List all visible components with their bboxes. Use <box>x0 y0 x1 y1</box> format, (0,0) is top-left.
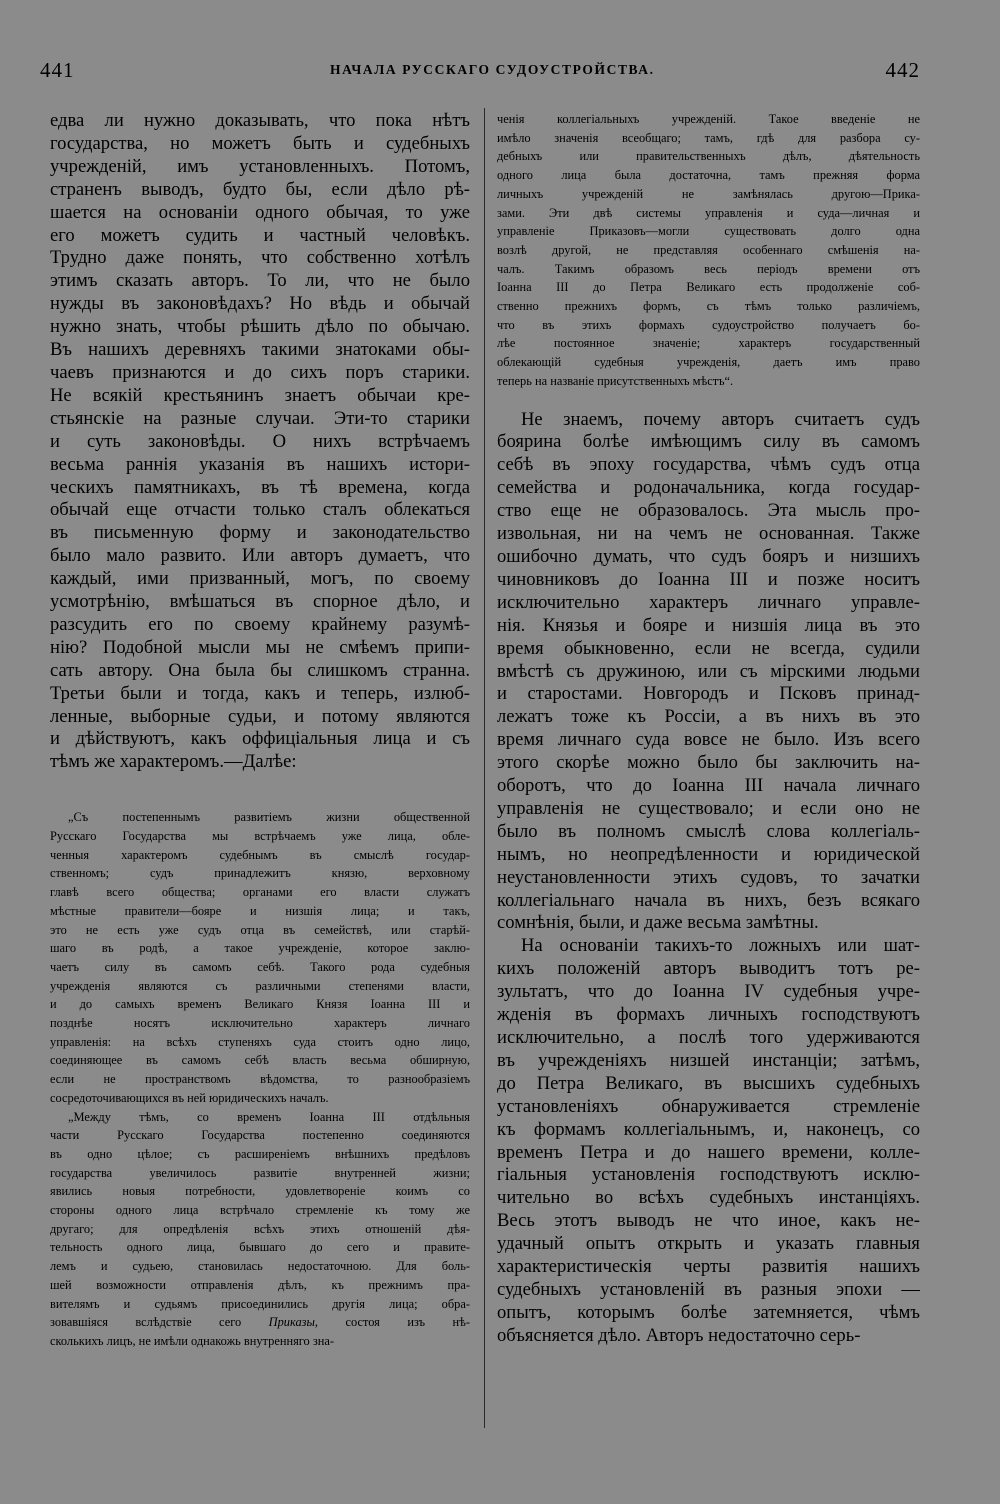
text-line: жденія въ формахъ личныхъ господствуютъ <box>497 1004 920 1026</box>
text-line: части Русскаго Государства постепенно соединяются <box>50 1128 470 1143</box>
left-quote-paragraph-1 <box>50 808 470 1107</box>
text-line: его можетъ судить и частный человѣкъ. <box>50 224 470 246</box>
right-main-paragraph-1 <box>497 409 920 936</box>
right-main-paragraph-2 <box>497 935 920 1347</box>
text-line: установленіяхъ обнаруживается стремленіе <box>497 1095 920 1117</box>
text-line: лѣе постоянное значеніе; характеръ государственный <box>497 336 920 351</box>
text-line: сосредоточивающихся въ ней юридическихъ началъ. <box>50 1090 329 1105</box>
text-line: время обыкновенно, если не всегда, судили <box>497 637 920 659</box>
text-line: имѣло значенія всеобщаго; тамъ, гдѣ для разбора су- <box>497 130 920 145</box>
text-line: ченія коллегіальныхъ учрежденій. Такое введеніе не <box>497 112 920 126</box>
text-line: чительно во всѣхъ судебныхъ инстанціяхъ. <box>497 1187 920 1209</box>
text-line: исключительно характеръ личнаго управле- <box>497 591 920 613</box>
column-divider <box>484 108 485 1428</box>
text-line: шается на основаніи одного обычая, то уже <box>50 201 470 223</box>
text-line: опытъ, которымъ болѣе затемняется, чѣмъ <box>497 1301 920 1323</box>
text-line: другаго; для опредѣленія всѣхъ этихъ отношеній дѣя- <box>50 1221 470 1236</box>
text-line: Не знаемъ, почему авторъ считаетъ судъ <box>521 408 920 430</box>
text-line: семейства и родоначальника, когда государ- <box>497 477 920 499</box>
text-line: объясняется дѣло. Авторъ недостаточно серь- <box>497 1324 861 1346</box>
text-line: судебныхъ установленій въ разныя эпохи — <box>497 1278 920 1300</box>
text-line: дебныхъ или правительственныхъ дѣлъ, дѣятельность <box>497 149 920 164</box>
page-number-left: 441 <box>40 58 75 82</box>
text-line: вмѣстѣ съ дружиною, или съ мірскими людьми <box>497 660 920 682</box>
text-line: кихъ положеній авторъ выводитъ тотъ ре- <box>497 958 920 980</box>
text-line: обычай еще отчасти только сталъ облекаться <box>50 499 470 521</box>
text-line: каждый, ими призванный, могъ, по своему <box>50 568 470 590</box>
text-line: теперь на названіе присутственныхъ мѣстъ“. <box>497 373 734 388</box>
text-line: этого скорѣе можно было бы заключить на- <box>497 752 920 774</box>
text-line: въ письменную форму и законодательство <box>50 522 470 544</box>
text-line: что въ этихъ формахъ судоустройство получаетъ бо- <box>497 317 920 332</box>
text-line: Третьи были и тогда, какъ и теперь, излюб- <box>50 682 470 704</box>
text-line: зультатъ, что до Іоанна IV судебныя учре- <box>497 981 920 1003</box>
right-column <box>497 110 920 1348</box>
text-line: нію? Подобной мысли мы не смѣемъ припи- <box>50 636 470 658</box>
text-line: страненъ выводъ, будто бы, если дѣло рѣ- <box>50 178 470 200</box>
text-line: стороны одного лица встрѣчало стремленіе къ тому же <box>50 1203 470 1218</box>
text-line: „Съ постепеннымъ развитіемъ жизни общественной <box>68 810 470 825</box>
text-line: государства, но можетъ быть и судебныхъ <box>50 132 470 154</box>
text-line: На основаніи такихъ-то ложныхъ или шат- <box>521 935 920 957</box>
text-line: нужно знать, чтобы рѣшить дѣло по обычаю. <box>50 316 470 338</box>
page-number-right: 442 <box>885 58 920 82</box>
text-line: главѣ всего общества; органами его власти служатъ <box>50 885 470 900</box>
text-line: вителямъ и судьямъ присоединились другія лица; обра- <box>50 1296 470 1311</box>
text-line: было въ полномъ смыслѣ слова коллегіаль- <box>497 820 920 842</box>
text-line: учрежденія являются съ различными степенями власти, <box>50 978 470 993</box>
text-line: если не пространствомъ вѣдомства, то разнообразіемъ <box>50 1072 470 1087</box>
text-line: характеристическія черты развитія нашихъ <box>497 1256 920 1278</box>
text-line: сомнѣнія, были, и даже весьма замѣтны. <box>497 912 819 934</box>
text-line: разсудить его по своему крайнему разумѣ- <box>50 613 470 635</box>
text-line: неустановленности этихъ судовъ, то зачатки <box>497 866 920 888</box>
text-line: мѣстные правители—бояре и низшія лица; и такъ, <box>50 903 470 918</box>
text-line: управленія: на всѣхъ ступеняхъ суда стоитъ одно лицо, <box>50 1034 470 1049</box>
text-line: лемъ и судьею, становилась недостаточною. Для боль- <box>50 1259 470 1274</box>
text-line: сать автору. Она была бы слишкомъ странна. <box>50 659 470 681</box>
text-line: чаевъ признаются и до сихъ поръ старики. <box>50 361 470 383</box>
text-line: ческихъ памятникахъ, въ тѣ времена, когда <box>50 476 470 498</box>
text-line: время личнаго суда вовсе не было. Изъ всего <box>497 729 920 751</box>
text-line: облекающій судебныя учрежденія, даетъ имъ право <box>497 355 920 370</box>
text-line: гіальныя установленія господствуютъ исклю- <box>497 1164 920 1186</box>
text-line: исключительно, а послѣ того удерживаются <box>497 1027 920 1049</box>
text-line: Въ нашихъ деревняхъ такими знатоками обы- <box>50 339 470 361</box>
text-line: и до самыхъ временъ Великаго Князя Іоанна III и <box>50 997 470 1012</box>
text-line: стьянскіе на разные случаи. Эти-то старики <box>50 407 470 429</box>
text-line: оборотъ, что до Іоанна III начала личнаго <box>497 775 920 797</box>
text-line: усмотрѣнію, вмѣшаться въ спорное дѣло, и <box>50 591 470 613</box>
text-line: до Петра Великаго, въ высшихъ судебныхъ <box>497 1072 920 1094</box>
text-line: возлѣ другой, не представляя особеннаго смѣшенія на- <box>497 242 920 257</box>
right-quote-paragraph <box>497 110 920 391</box>
text-line: ственно прежнихъ формъ, съ тѣмъ только различіемъ, <box>497 299 920 314</box>
text-line: нія. Князья и бояре и низшія лица въ это <box>497 614 920 636</box>
text-line: чаетъ силу въ самомъ себѣ. Такого рода судебныя <box>50 959 470 974</box>
spacer <box>497 391 920 409</box>
text-line: зами. Эти двѣ системы управленія и суда—личная и <box>497 205 920 220</box>
text-line: чалъ. Такимъ образомъ весь періодъ времени отъ <box>497 261 920 276</box>
text-line: тѣмъ же характеромъ.—Далѣе: <box>50 751 297 773</box>
text-line: „Между тѣмъ, со временъ Іоанна III отдѣльныя <box>68 1109 470 1124</box>
text-line: временъ Петра и до нашего времени, колле- <box>497 1141 920 1163</box>
text-line: этимъ сказать авторъ. То ли, что не было <box>50 270 470 292</box>
left-quote-paragraph-2 <box>50 1108 470 1351</box>
text-line: ственномъ; судъ принадлежитъ князю, верховному <box>50 866 470 881</box>
text-line: и старостами. Новгородъ и Псковъ принад- <box>497 683 920 705</box>
text-line: въ учрежденіяхъ низшей инстанціи; затѣмъ, <box>497 1049 920 1071</box>
text-line: и дѣйствуютъ, какъ оффиціальныя лица и съ <box>50 728 470 750</box>
text-line: ленные, выборные судьи, и потому являются <box>50 705 470 727</box>
text-line: государства увеличилось развитіе внутренней жизни; <box>50 1165 470 1180</box>
text-line: соединяющее въ самомъ себѣ власть весьма обширную, <box>50 1053 470 1068</box>
text-line: управленіе Приказовъ—могли существовать долго одна <box>497 224 920 239</box>
text-line: шей возможности отправленія дѣлъ, къ прежнимъ пра- <box>50 1277 470 1292</box>
text-line: нужды въ законовѣдахъ? Но вѣдь и обычай <box>50 293 470 315</box>
text-line: ошибочно думать, что судъ бояръ и низшихъ <box>497 545 920 567</box>
text-line: было мало развито. Или авторъ думаетъ, что <box>50 545 470 567</box>
text-line: явились новыя потребности, удовлетвореніе коимъ со <box>50 1184 470 1199</box>
text-line: Весь этотъ выводъ не что иное, какъ не- <box>497 1210 920 1232</box>
text-line: и суть законовѣды. О нихъ встрѣчаемъ <box>50 430 470 452</box>
text-line: ченныя характеромъ судебнымъ въ смыслѣ государ- <box>50 847 470 862</box>
text-line: ство еще не образовалось. Эта мысль про- <box>497 500 920 522</box>
text-line: коллегіальнаго начала въ нихъ, безъ всякаго <box>497 889 920 911</box>
running-title: НАЧАЛА РУССКАГО СУДОУСТРОЙСТВА. <box>330 62 655 77</box>
emphasis: Приказы <box>268 1315 315 1330</box>
text-line: нымъ, но неопредѣленности и юридической <box>497 843 920 865</box>
text-line: сколькихъ лицъ, не имѣли однакожь внутренняго зна- <box>50 1333 334 1348</box>
left-main-paragraph <box>50 110 470 774</box>
text-line: Трудно даже понять, что собственно хотѣлъ <box>50 247 470 269</box>
text-line: боярина болѣе имѣющимъ силу въ самомъ <box>497 431 920 453</box>
text-line: зовавшіяся вслѣдствіе сего Приказы, состоя изъ нѣ- <box>50 1315 470 1330</box>
text-line: одного лица была достаточна, тамъ прежняя форма <box>497 168 920 183</box>
text-line: тельность одного лица, бывшаго до сего и правите- <box>50 1240 470 1255</box>
text-line: въ одно цѣлое; съ расширеніемъ внѣшнихъ предѣловъ <box>50 1146 470 1161</box>
text-line: шаго въ родѣ, а такое учрежденіе, которое заклю- <box>50 941 470 956</box>
text-line: къ формамъ коллегіальнымъ, и, наконецъ, со <box>497 1118 920 1140</box>
text-line: себѣ въ эпоху государства, чѣмъ судъ отца <box>497 454 920 476</box>
text-line: извольная, ни на чемъ не основанная. Также <box>497 523 920 545</box>
text-line: управленія не существовало; и если оно не <box>497 797 920 819</box>
text-line: удачный опытъ открыть и указать главныя <box>497 1233 920 1255</box>
page-header <box>40 58 960 92</box>
text-line: Не всякій крестьянинъ знаетъ обычаи кре- <box>50 384 470 406</box>
text-line: чиновниковъ до Іоанна III и позже носитъ <box>497 568 920 590</box>
text-line: едва ли нужно доказывать, что пока нѣтъ <box>50 110 470 131</box>
text-line: позднѣе носятъ исключительно характеръ личнаго <box>50 1016 470 1031</box>
text-line: Русскаго Государства мы встрѣчаемъ уже лица, обле- <box>50 828 470 843</box>
text-line: лежатъ тоже къ Россіи, а въ нихъ въ это <box>497 706 920 728</box>
spacer <box>50 774 470 808</box>
text-line: это не есть уже судъ отца въ семействѣ, или старѣй- <box>50 922 470 937</box>
text-line: Іоанна III до Петра Великаго есть продолженіе соб- <box>497 280 920 295</box>
left-column <box>50 110 470 1351</box>
text-line: весьма раннія указанія въ нашихъ истори- <box>50 453 470 475</box>
text-line: учрежденій, имъ установленныхъ. Потомъ, <box>50 155 470 177</box>
text-line: личныхъ учрежденій не замѣнялась другою—Прика- <box>497 186 920 201</box>
